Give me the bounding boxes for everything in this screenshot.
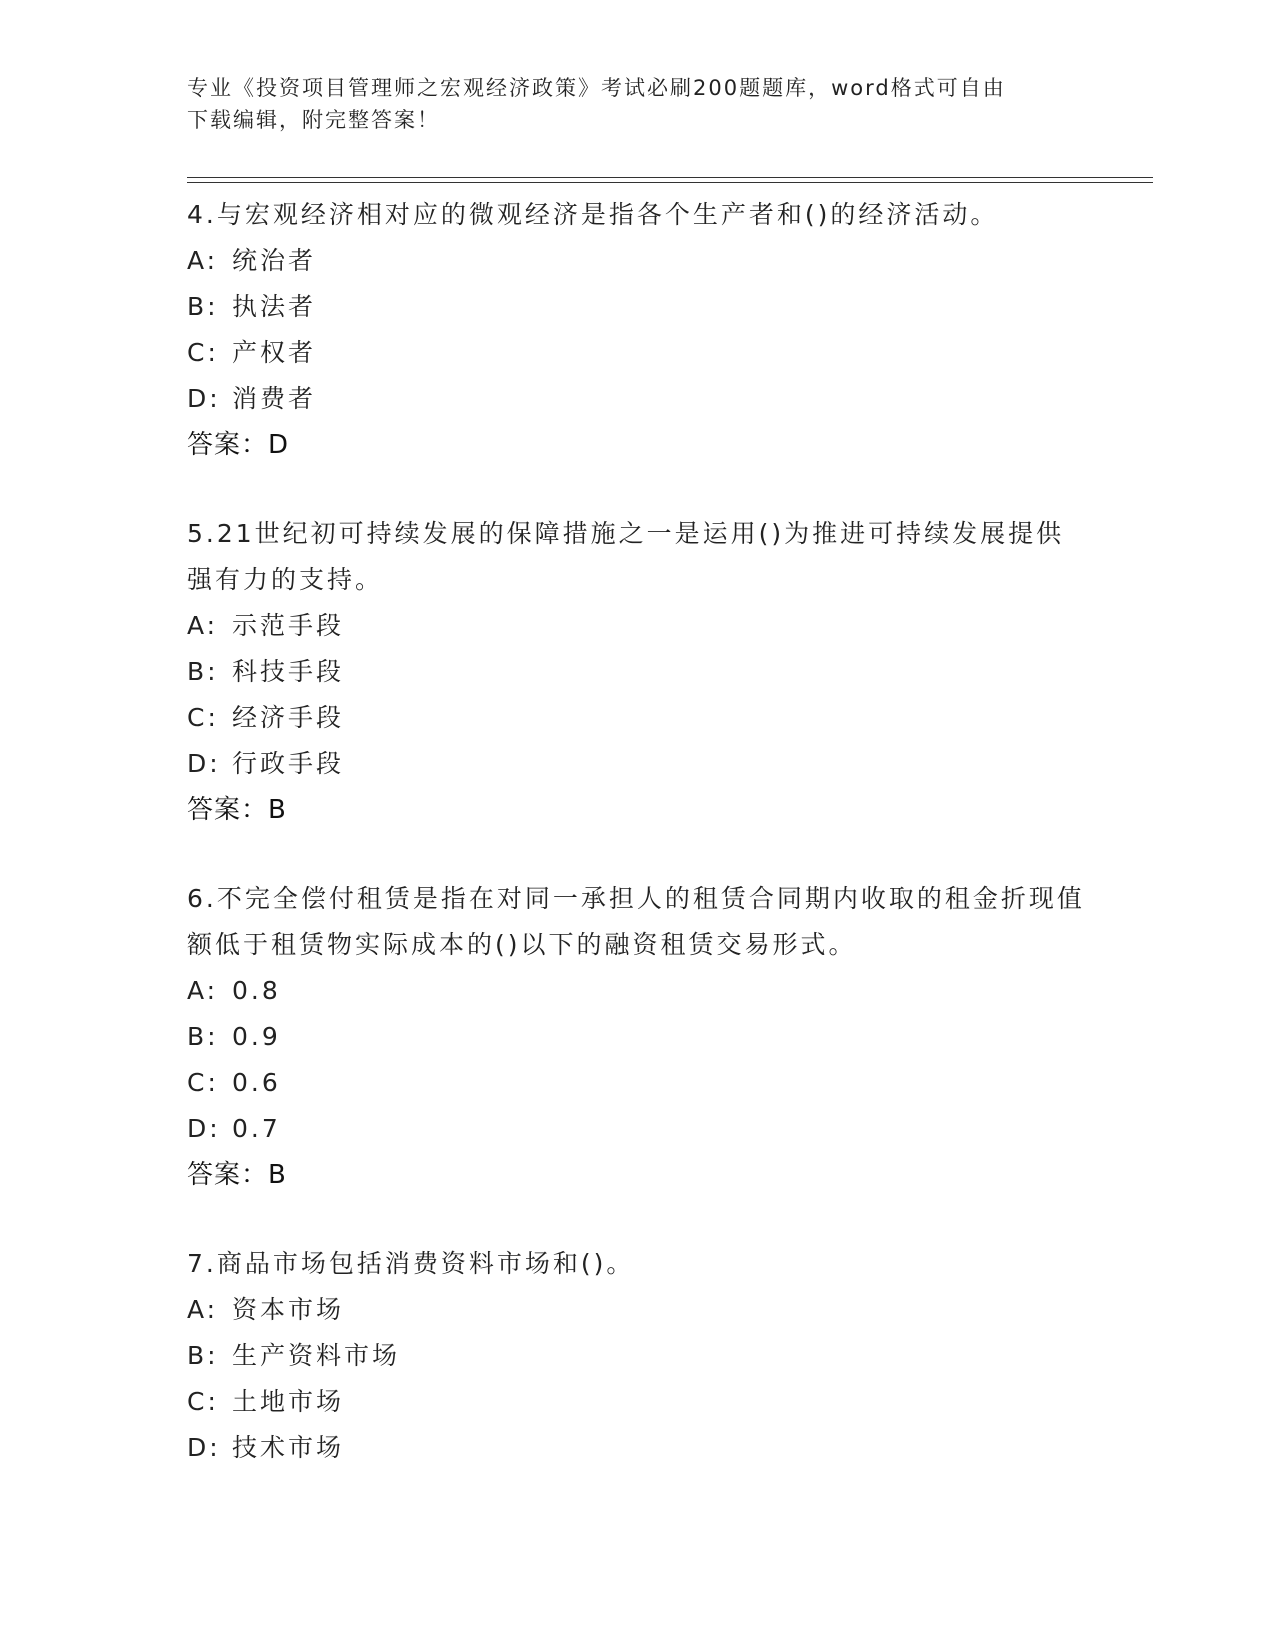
option-text: 科技手段 — [232, 657, 345, 686]
option-text: 0.6 — [232, 1068, 281, 1097]
option-label: C: — [187, 1068, 219, 1097]
option-a — [187, 603, 1087, 649]
option-c — [187, 330, 1087, 376]
option-b — [187, 1333, 1087, 1379]
question-text: 6.不完全偿付租赁是指在对同一承担人的租赁合同期内收取的租金折现值额低于租赁物实际成本的()以下的融资租赁交易形式。 — [187, 884, 1085, 959]
option-label: B: — [187, 292, 219, 321]
question-text: 4.与宏观经济相对应的微观经济是指各个生产者和()的经济活动。 — [187, 200, 999, 229]
question-5 — [187, 511, 1087, 833]
option-label: A: — [187, 246, 219, 275]
option-label: C: — [187, 703, 219, 732]
option-label: C: — [187, 1387, 219, 1416]
option-text: 行政手段 — [232, 749, 345, 778]
option-text: 0.7 — [232, 1114, 281, 1143]
option-text: 产权者 — [232, 338, 317, 367]
option-label: D: — [187, 384, 221, 413]
option-a — [187, 968, 1087, 1014]
option-text: 资本市场 — [232, 1295, 345, 1324]
option-a — [187, 1287, 1087, 1333]
option-b — [187, 284, 1087, 330]
answer: 答案：D — [187, 430, 290, 460]
option-label: A: — [187, 1295, 219, 1324]
question-6 — [187, 876, 1087, 1198]
option-d — [187, 376, 1087, 422]
option-text: 土地市场 — [232, 1387, 345, 1416]
option-label: B: — [187, 1022, 219, 1051]
option-text: 执法者 — [232, 292, 317, 321]
option-label: C: — [187, 338, 219, 367]
option-d — [187, 741, 1087, 787]
option-a — [187, 238, 1087, 284]
option-text: 0.8 — [232, 976, 281, 1005]
question-list — [187, 192, 1087, 1514]
option-text: 经济手段 — [232, 703, 345, 732]
option-d — [187, 1425, 1087, 1471]
option-d — [187, 1106, 1087, 1152]
option-text: 统治者 — [232, 246, 317, 275]
option-label: D: — [187, 1114, 221, 1143]
answer: 答案：B — [187, 1160, 287, 1190]
option-text: 生产资料市场 — [232, 1341, 401, 1370]
option-label: D: — [187, 1433, 221, 1462]
option-label: B: — [187, 1341, 219, 1370]
option-label: D: — [187, 749, 221, 778]
option-c — [187, 695, 1087, 741]
intro-line-1: 专业《投资项目管理师之宏观经济政策》考试必刷200题题库，word格式可自由 — [187, 76, 1006, 100]
header-divider-top — [187, 177, 1153, 178]
intro-line-2: 下载编辑，附完整答案！ — [187, 108, 440, 132]
option-label: A: — [187, 976, 219, 1005]
option-b — [187, 1014, 1087, 1060]
answer: 答案：B — [187, 795, 287, 825]
question-7 — [187, 1241, 1087, 1471]
question-text: 7.商品市场包括消费资料市场和()。 — [187, 1249, 635, 1278]
option-text: 示范手段 — [232, 611, 345, 640]
question-4 — [187, 192, 1087, 468]
option-text: 0.9 — [232, 1022, 281, 1051]
question-text: 5.21世纪初可持续发展的保障措施之一是运用()为推进可持续发展提供强有力的支持。 — [187, 519, 1065, 594]
header-divider-bottom — [187, 182, 1153, 183]
option-text: 技术市场 — [232, 1433, 345, 1462]
document-intro — [187, 72, 1067, 136]
option-c — [187, 1379, 1087, 1425]
option-label: B: — [187, 657, 219, 686]
option-b — [187, 649, 1087, 695]
option-c — [187, 1060, 1087, 1106]
option-label: A: — [187, 611, 219, 640]
option-text: 消费者 — [232, 384, 317, 413]
